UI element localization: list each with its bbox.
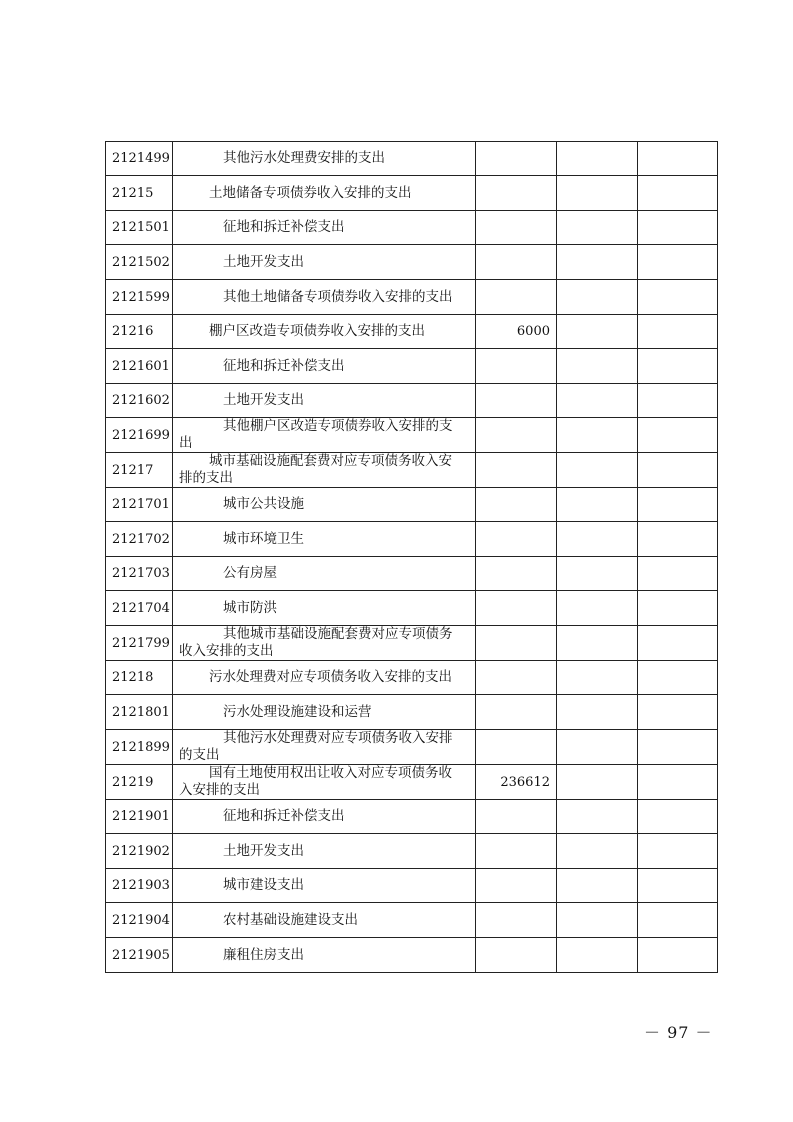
- subject-code-cell: 21219: [106, 765, 173, 800]
- subject-code-cell: 2121799: [106, 626, 173, 661]
- amount-cell-3: [638, 315, 718, 349]
- amount-cell-1: [476, 245, 557, 280]
- table-row: [106, 418, 718, 453]
- subject-name-cell: [173, 453, 476, 488]
- subject-name-text: 征地和拆迁补偿支出: [223, 219, 345, 235]
- table-row: [106, 938, 718, 973]
- amount-cell-1: [476, 384, 557, 418]
- amount-cell-2: [557, 869, 638, 903]
- amount-cell-3: [638, 418, 718, 453]
- subject-code-cell: 2121901: [106, 800, 173, 834]
- subject-code-cell: 21218: [106, 661, 173, 695]
- table-row: [106, 522, 718, 557]
- amount-cell-2: [557, 453, 638, 488]
- amount-cell-2: [557, 591, 638, 626]
- amount-cell-3: [638, 488, 718, 522]
- amount-cell-2: [557, 626, 638, 661]
- amount-cell-1: [476, 695, 557, 730]
- subject-name-cell: [173, 557, 476, 591]
- table-row: [106, 730, 718, 765]
- amount-cell-1: [476, 349, 557, 384]
- subject-code-cell: 2121703: [106, 557, 173, 591]
- subject-name-text: 土地储备专项债券收入安排的支出: [209, 184, 412, 201]
- amount-cell-2: [557, 557, 638, 591]
- amount-cell-1: [476, 176, 557, 211]
- subject-name-cell: [173, 661, 476, 695]
- amount-cell-2: [557, 418, 638, 453]
- table-row: [106, 142, 718, 176]
- subject-name-text: 棚户区改造专项债券收入安排的支出: [209, 323, 425, 339]
- subject-name-text: 城市公共设施: [223, 496, 304, 512]
- subject-code-cell: 2121599: [106, 280, 173, 315]
- amount-cell-2: [557, 142, 638, 176]
- subject-name-text: 征地和拆迁补偿支出: [223, 808, 345, 824]
- subject-code-cell: 2121801: [106, 695, 173, 730]
- subject-code-cell: 21217: [106, 453, 173, 488]
- amount-cell-3: [638, 695, 718, 730]
- subject-name-cell: [173, 315, 476, 349]
- amount-cell-2: [557, 765, 638, 800]
- amount-cell-1: [476, 730, 557, 765]
- amount-cell-3: [638, 765, 718, 800]
- amount-cell-1: [476, 557, 557, 591]
- subject-name-cell: [173, 418, 476, 453]
- amount-cell-3: [638, 453, 718, 488]
- subject-name-text: 城市防洪: [223, 599, 277, 616]
- subject-code-cell: 2121702: [106, 522, 173, 557]
- amount-cell-3: [638, 869, 718, 903]
- table-body: [106, 142, 718, 973]
- subject-code-cell: 21216: [106, 315, 173, 349]
- subject-code-cell: 2121499: [106, 142, 173, 176]
- subject-code-cell: 2121502: [106, 245, 173, 280]
- table-row: [106, 211, 718, 245]
- subject-name-text: 其他污水处理费对应专项债务收入安排的支出: [179, 730, 453, 763]
- table-row: [106, 280, 718, 315]
- subject-name-text: 土地开发支出: [223, 253, 304, 270]
- subject-name-text: 土地开发支出: [223, 842, 304, 859]
- amount-cell-3: [638, 591, 718, 626]
- subject-name-cell: [173, 903, 476, 938]
- subject-code-cell: 2121704: [106, 591, 173, 626]
- amount-cell-2: [557, 730, 638, 765]
- amount-cell-2: [557, 488, 638, 522]
- table-row: [106, 176, 718, 211]
- amount-cell-2: [557, 315, 638, 349]
- subject-name-text: 城市基础设施配套费对应专项债务收入安排的支出: [179, 453, 452, 486]
- subject-code-cell: 2121701: [106, 488, 173, 522]
- subject-name-cell: [173, 384, 476, 418]
- table-row: [106, 384, 718, 418]
- subject-name-text: 污水处理设施建设和运营: [223, 703, 372, 720]
- table-row: [106, 765, 718, 800]
- amount-cell-1: [476, 418, 557, 453]
- table-row: [106, 834, 718, 869]
- table-row: [106, 315, 718, 349]
- subject-code-cell: 2121905: [106, 938, 173, 973]
- amount-cell-1: [476, 661, 557, 695]
- subject-name-cell: [173, 869, 476, 903]
- amount-cell-2: [557, 349, 638, 384]
- amount-cell-1: [476, 903, 557, 938]
- amount-cell-2: [557, 695, 638, 730]
- amount-cell-2: [557, 800, 638, 834]
- amount-cell-2: [557, 384, 638, 418]
- subject-name-cell: [173, 730, 476, 765]
- subject-code-cell: 2121904: [106, 903, 173, 938]
- subject-code-cell: 2121501: [106, 211, 173, 245]
- amount-cell-1: [476, 453, 557, 488]
- subject-name-text: 其他棚户区改造专项债券收入安排的支出: [179, 418, 453, 451]
- amount-cell-3: [638, 557, 718, 591]
- table-row: [106, 626, 718, 661]
- amount-cell-1: [476, 869, 557, 903]
- amount-cell-3: [638, 211, 718, 245]
- table-row: [106, 903, 718, 938]
- amount-cell-1: [476, 591, 557, 626]
- subject-name-text: 城市环境卫生: [223, 530, 304, 547]
- subject-name-cell: [173, 211, 476, 245]
- amount-cell-3: [638, 142, 718, 176]
- amount-cell-1: 6000: [476, 315, 557, 349]
- amount-cell-3: [638, 349, 718, 384]
- amount-cell-2: [557, 211, 638, 245]
- amount-cell-1: [476, 142, 557, 176]
- subject-name-cell: [173, 488, 476, 522]
- amount-cell-3: [638, 730, 718, 765]
- table-row: [106, 453, 718, 488]
- subject-name-text: 其他城市基础设施配套费对应专项债务收入安排的支出: [179, 626, 453, 659]
- table-row: [106, 245, 718, 280]
- subject-name-text: 国有土地使用权出让收入对应专项债务收入安排的支出: [179, 765, 452, 798]
- table-row: [106, 695, 718, 730]
- subject-name-cell: [173, 765, 476, 800]
- amount-cell-1: [476, 522, 557, 557]
- amount-cell-2: [557, 522, 638, 557]
- subject-name-cell: [173, 349, 476, 384]
- amount-cell-1: [476, 211, 557, 245]
- table-row: [106, 349, 718, 384]
- subject-code-cell: 2121601: [106, 349, 173, 384]
- amount-cell-2: [557, 280, 638, 315]
- amount-cell-1: [476, 834, 557, 869]
- subject-name-cell: [173, 142, 476, 176]
- subject-code-cell: 2121899: [106, 730, 173, 765]
- amount-cell-2: [557, 903, 638, 938]
- subject-name-cell: [173, 280, 476, 315]
- amount-cell-1: [476, 938, 557, 973]
- amount-cell-3: [638, 626, 718, 661]
- table-row: [106, 488, 718, 522]
- amount-cell-1: 236612: [476, 765, 557, 800]
- subject-name-cell: [173, 591, 476, 626]
- amount-cell-3: [638, 522, 718, 557]
- amount-cell-1: [476, 800, 557, 834]
- amount-cell-1: [476, 280, 557, 315]
- amount-cell-3: [638, 903, 718, 938]
- amount-cell-3: [638, 834, 718, 869]
- amount-cell-2: [557, 176, 638, 211]
- subject-name-cell: [173, 695, 476, 730]
- amount-cell-1: [476, 488, 557, 522]
- amount-cell-3: [638, 800, 718, 834]
- subject-name-text: 其他土地储备专项债券收入安排的支出: [223, 288, 453, 305]
- subject-name-cell: [173, 626, 476, 661]
- subject-name-cell: [173, 245, 476, 280]
- subject-name-text: 城市建设支出: [223, 877, 304, 893]
- amount-cell-1: [476, 626, 557, 661]
- subject-code-cell: 2121699: [106, 418, 173, 453]
- subject-name-text: 公有房屋: [223, 565, 277, 581]
- page-number: － 97 －: [644, 1023, 713, 1042]
- table-row: [106, 869, 718, 903]
- table-row: [106, 800, 718, 834]
- subject-name-text: 其他污水处理费安排的支出: [223, 150, 385, 166]
- amount-cell-3: [638, 938, 718, 973]
- amount-cell-3: [638, 176, 718, 211]
- subject-name-cell: [173, 938, 476, 973]
- subject-name-cell: [173, 522, 476, 557]
- subject-code-cell: 2121602: [106, 384, 173, 418]
- amount-cell-2: [557, 938, 638, 973]
- subject-name-cell: [173, 834, 476, 869]
- subject-code-cell: 2121903: [106, 869, 173, 903]
- amount-cell-2: [557, 661, 638, 695]
- table-row: [106, 591, 718, 626]
- amount-cell-2: [557, 245, 638, 280]
- subject-name-cell: [173, 176, 476, 211]
- subject-name-text: 污水处理费对应专项债务收入安排的支出: [209, 669, 452, 685]
- table-row: [106, 557, 718, 591]
- amount-cell-3: [638, 384, 718, 418]
- amount-cell-3: [638, 280, 718, 315]
- table-row: [106, 661, 718, 695]
- subject-name-text: 土地开发支出: [223, 392, 304, 408]
- budget-expenditure-table: [105, 141, 718, 973]
- amount-cell-2: [557, 834, 638, 869]
- subject-name-text: 廉租住房支出: [223, 946, 304, 963]
- subject-name-cell: [173, 800, 476, 834]
- amount-cell-3: [638, 245, 718, 280]
- subject-name-text: 农村基础设施建设支出: [223, 911, 358, 928]
- amount-cell-3: [638, 661, 718, 695]
- subject-code-cell: 21215: [106, 176, 173, 211]
- subject-code-cell: 2121902: [106, 834, 173, 869]
- subject-name-text: 征地和拆迁补偿支出: [223, 357, 345, 374]
